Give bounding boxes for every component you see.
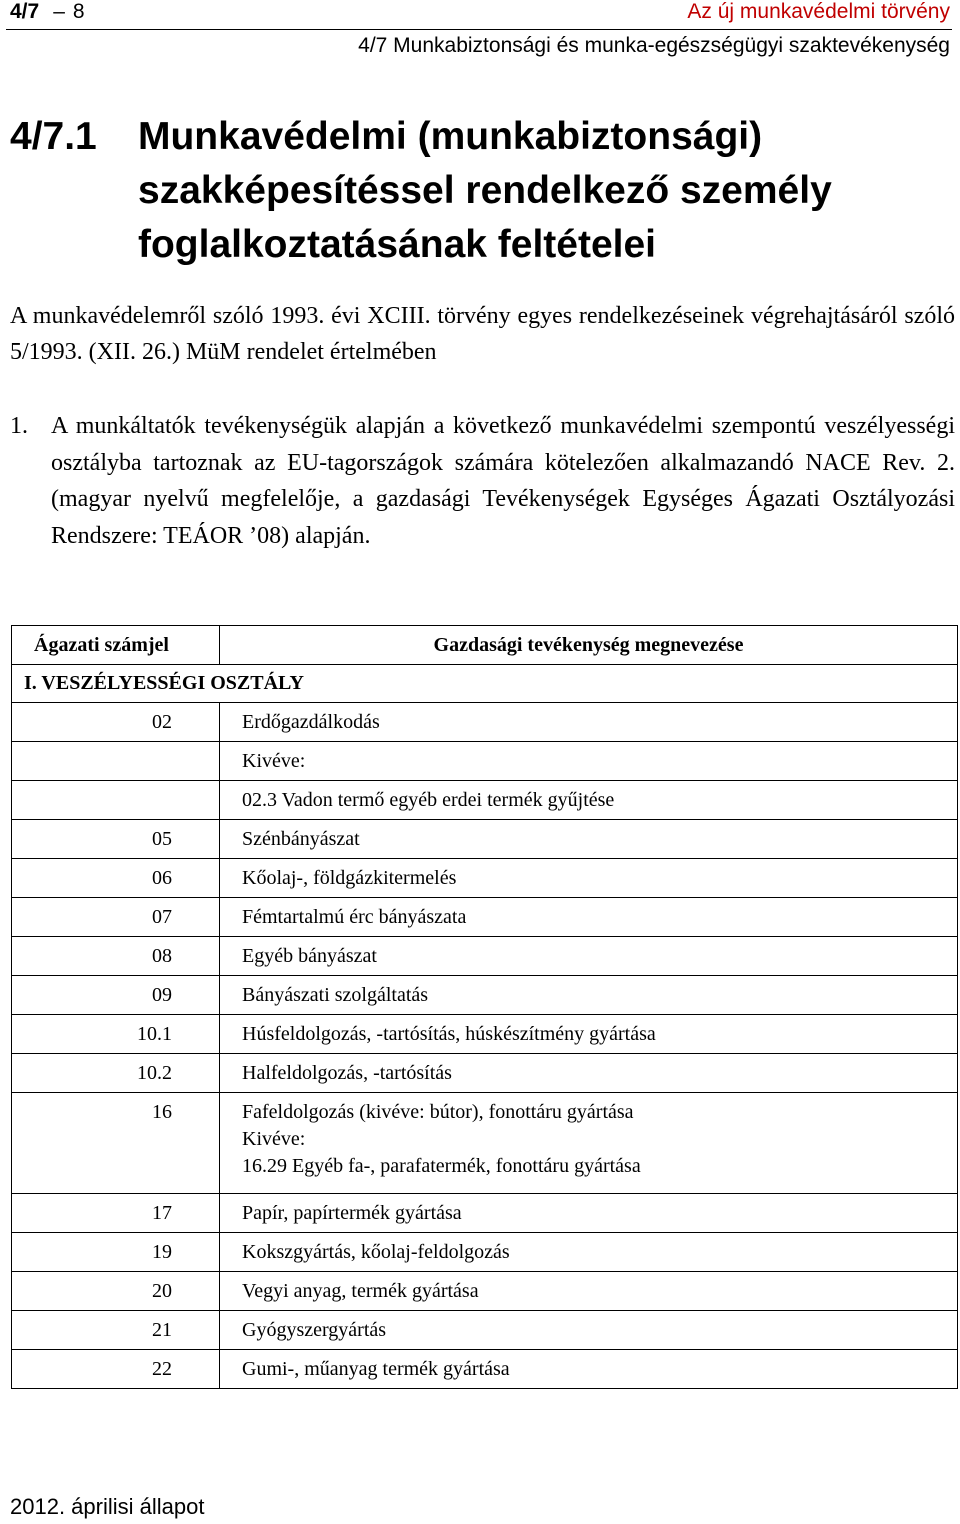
table-row <box>12 820 958 859</box>
table-row <box>12 1311 958 1350</box>
row-code: 06 <box>12 859 220 898</box>
row-exception: 16.29 Egyéb fa-, parafatermék, fonottáru gyártása <box>242 1155 641 1177</box>
row-name: Erdőgazdálkodás <box>220 703 958 742</box>
class-heading-row <box>12 665 958 703</box>
column-header-name: Gazdasági tevékenység megnevezése <box>220 626 958 665</box>
section-number: 4/7.1 <box>10 115 97 158</box>
table-row <box>12 1194 958 1233</box>
table-row <box>12 1093 958 1194</box>
table-header-row <box>12 626 958 665</box>
table-row <box>12 1233 958 1272</box>
row-name: Bányászati szolgáltatás <box>220 976 958 1015</box>
teaor-table <box>11 625 958 1389</box>
row-code <box>12 781 220 820</box>
numbered-paragraph <box>10 408 955 554</box>
running-header-left <box>10 0 85 24</box>
row-code: 17 <box>12 1194 220 1233</box>
row-name: Egyéb bányászat <box>220 937 958 976</box>
row-code: 20 <box>12 1272 220 1311</box>
table-row <box>12 976 958 1015</box>
row-name: Szénbányászat <box>220 820 958 859</box>
table-row <box>12 1015 958 1054</box>
table-row <box>12 859 958 898</box>
row-name: Kokszgyártás, kőolaj-feldolgozás <box>220 1233 958 1272</box>
row-name: Húsfeldolgozás, -tartósítás, húskészítmény gyártása <box>220 1015 958 1054</box>
table-row <box>12 898 958 937</box>
paragraph-number: 1. <box>10 413 28 439</box>
column-header-code: Ágazati számjel <box>12 626 220 665</box>
table-row <box>12 1350 958 1389</box>
row-code: 10.2 <box>12 1054 220 1093</box>
row-code: 02 <box>12 703 220 742</box>
chapter-number: 4/7 <box>10 0 40 23</box>
section-title: Munkavédelmi (munkabiztonsági) szakképesítéssel rendelkező személy foglalkoztatásának feltételei <box>138 115 832 266</box>
row-exception-label: Kivéve: <box>242 1128 306 1150</box>
row-code: 21 <box>12 1311 220 1350</box>
page-footer: 2012. áprilisi állapot <box>10 1494 205 1519</box>
row-code: 05 <box>12 820 220 859</box>
table-row <box>12 937 958 976</box>
table-row <box>12 1054 958 1093</box>
table-row <box>12 1272 958 1311</box>
row-name-multiline <box>220 1093 958 1194</box>
paragraph-text: A munkáltatók tevékenységük alapján a következő munkavédelmi szempontú veszélyességi osztályba tartoznak az EU-tagországok számára kötelezően alkalmazandó NACE Rev. 2. (magyar nyelvű megfelelője, a gazdasági Tevékenységek Egységes Ágazati Osztályozási Rendszere: TEÁOR ’08) alapján. <box>51 413 955 549</box>
row-code: 09 <box>12 976 220 1015</box>
class-heading: I. VESZÉLYESSÉGI OSZTÁLY <box>12 665 958 703</box>
row-code: 22 <box>12 1350 220 1389</box>
row-name: Vegyi anyag, termék gyártása <box>220 1272 958 1311</box>
row-name: Papír, papírtermék gyártása <box>220 1194 958 1233</box>
chapter-title: 4/7 Munkabiztonsági és munka-egészségügyi szaktevékenység <box>358 34 950 57</box>
row-code: 10.1 <box>12 1015 220 1054</box>
row-name: Kőolaj-, földgázkitermelés <box>220 859 958 898</box>
row-name: Kivéve: <box>220 742 958 781</box>
table-row <box>12 781 958 820</box>
row-name: Gumi-, műanyag termék gyártása <box>220 1350 958 1389</box>
table-row <box>12 703 958 742</box>
row-name: Gyógyszergyártás <box>220 1311 958 1350</box>
page-number: 8 <box>72 0 85 23</box>
book-title: Az új munkavédelmi törvény <box>687 0 950 23</box>
intro-paragraph: A munkavédelemről szóló 1993. évi XCIII. törvény egyes rendelkezéseinek végrehajtásáról szóló 5/1993. (XII. 26.) MüM rendelet értelmében <box>10 303 955 365</box>
header-rule <box>6 29 952 30</box>
row-name: Fémtartalmú érc bányászata <box>220 898 958 937</box>
row-code: 16 <box>12 1093 220 1194</box>
row-code: 07 <box>12 898 220 937</box>
row-name: 02.3 Vadon termő egyéb erdei termék gyűjtése <box>220 781 958 820</box>
row-name: Halfeldolgozás, -tartósítás <box>220 1054 958 1093</box>
row-code <box>12 742 220 781</box>
row-name: Fafeldolgozás (kivéve: bútor), fonottáru gyártása <box>242 1101 634 1123</box>
row-code: 19 <box>12 1233 220 1272</box>
table-row <box>12 742 958 781</box>
header-dash: – <box>53 0 65 23</box>
row-code: 08 <box>12 937 220 976</box>
